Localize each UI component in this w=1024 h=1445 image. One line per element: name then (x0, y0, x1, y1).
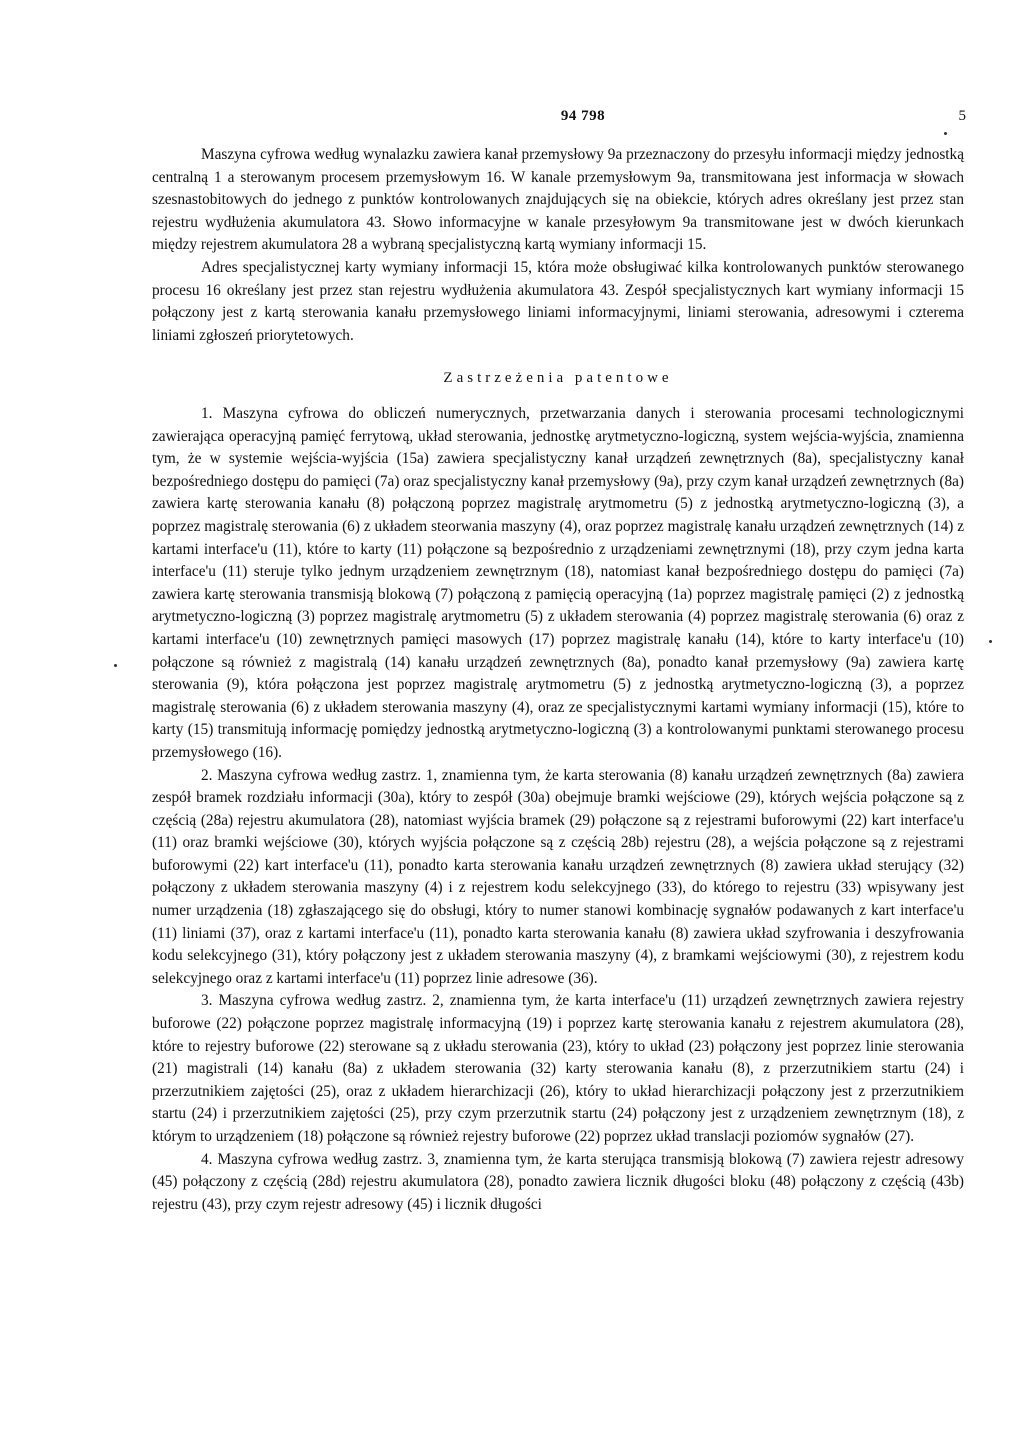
column-number: 5 (958, 108, 966, 124)
patent-number: 94 798 (560, 108, 606, 124)
claim-4: 4. Maszyna cyfrowa według zastrz. 3, znamienna tym, że karta sterująca transmisją blokową (7) zawiera rejestr adresowy (45) połączony z częścią (28d) rejestru akumulatora (28), ponadto zawiera licznik długości bloku (48) połączony z częścią (43b) rejestru (43), przy czym rejestr adresowy (45) i licznik długości (152, 1150, 964, 1213)
claim-3: 3. Maszyna cyfrowa według zastrz. 2, znamienna tym, że karta interface'u (11) urządzeń zewnętrznych zawiera rejestry buforowe (22) połączone poprzez magistralę informacyjną (19) i poprzez kartę sterowania kanału z rejestrem akumulatora (28), które to rejestry buforowe (22) sterowane są z układu sterowania (23), który to układ (23) połączony jest poprzez linie sterowania (21) magistrali (14) kanału (8a) z układem sterowania (32) karty sterowania kanału (8), z przerzutnikiem startu (24) i przerzutnikiem zajętości (25), oraz z układem hierarchizacji (26), który to układ hierarchizacji połączony jest z przerzutnikiem startu (24) i przerzutnikiem zajętości (25), przy czym przerzutnik startu (24) połączony jest z urządzeniem zewnętrznym (18), z którym to urządzeniem (18) połączone są również rejestry buforowe (22) poprzez układ translacji poziomów sygnałów (27). (152, 992, 964, 1145)
scan-speck (114, 664, 117, 667)
paragraph: Adres specjalistycznej karty wymiany informacji 15, która może obsługiwać kilka kontrolowanych punktów sterowanego procesu 16 określany jest przez stan rejestru wydłużenia akumulatora 43. Zespół specjalistycznych kart wymiany informacji 15 połączony jest z kartą sterowania kanału przemysłowego liniami informacyjnymi, liniami sterowania, adresowymi i czterema liniami zgłoszeń priorytetowych. (152, 258, 964, 344)
paragraph: Maszyna cyfrowa według wynalazku zawiera kanał przemysłowy 9a przeznaczony do przesyłu informacji między jednostką centralną 1 a sterowanym procesem przemysłowym 16. W kanale przemysłowym 9a, transmitowana jest informacja w słowach szesnastobitowych do jednego z punktów kontrolowanych znajdujących się na obiekcie, których adres określany jest przez stan rejestru wydłużenia akumulatora 43. Słowo informacyjne w kanale przesyłowym 9a transmitowane jest w dwóch kierunkach między rejestrem akumulatora 28 a wybraną specjalistyczną kartą wymiany informacji 15. (152, 146, 964, 254)
claims-text (152, 403, 964, 1216)
page-header (200, 108, 966, 132)
claims-heading: Zastrzeżenia patentowe (443, 370, 673, 386)
scan-speck (944, 132, 947, 135)
description-text (152, 144, 964, 347)
claim-1: 1. Maszyna cyfrowa do obliczeń numerycznych, przetwarzania danych i sterowania procesami technologicznymi zawierająca operacyjną pamięć ferrytową, układ sterowania, jednostkę arytmetyczno-logiczną, system wejścia-wyjścia, znamienna tym, że w systemie wejścia-wyjścia (15a) zawiera specjalistyczny kanał urządzeń zewnętrznych (8a), specjalistyczny kanał bezpośredniego dostępu do pamięci (7a) oraz specjalistyczny kanał przemysłowy (9a), przy czym kanał urządzeń zewnętrznych (8a) zawiera kartę sterowania kanału (8) połączoną poprzez magistralę arytmometru (5) z jednostką arytmetyczno-logiczną (3), a poprzez magistralę sterowania (6) z układem steorwania maszyny (4), oraz poprzez magistralę kanału urządzeń zewnętrznych (14) z kartami interface'u (11), które to karty (11) połączone są bezpośrednio z urządzeniami zewnętrznymi (18), przy czym jedna karta interface'u (11) steruje tylko jednym urządzeniem zewnętrznym (18), natomiast kanał bezpośredniego dostępu do pamięci (7a) zawiera kartę sterowania transmisją blokową (7) połączoną z pamięcią operacyjną (1a) poprzez magistralę pamięci (2) z jednostką arytmetyczno-logiczną (3) poprzez magistralę arytmometru (5) z układem sterowania (4) poprzez magistralę sterowania (6) oraz z kartami interface'u (10) zewnętrznych pamięci masowych (17) poprzez magistralę kanału (14), które to karty interface'u (10) połączone są również z magistralą (14) kanału urządzeń zewnętrznych (8a), ponadto kanał przemysłowy (9a) zawiera kartę sterowania (9), która połączona jest poprzez magistralę arytmometru (5) z jednostką arytmetyczno-logiczną (3), a poprzez magistralę sterowania (6) z układem sterowania maszyny (4), oraz ze specjalistycznymi kartami wymiany informacji (15), które to karty (15) transmitują informację pomiędzy jednostką arytmetyczno-logiczną (3) a kontrolowanymi punktami sterowanego procesu przemysłowego (16). (152, 405, 964, 761)
claim-2: 2. Maszyna cyfrowa według zastrz. 1, znamienna tym, że karta sterowania (8) kanału urządzeń zewnętrznych (8a) zawiera zespół bramek rozdziału informacji (30a), który to zespół (30a) obejmuje bramki wejściowe (29), których wejścia połączone są z częścią (28a) rejestru akumulatora (28), natomiast wyjścia bramek (29) połączone są z rejestrami buforowymi (22) kart interface'u (11) oraz bramki wejściowe (30), których wyjścia połączone są z częścią 28b) rejestru (28), a wejścia połączone są z rejestrami buforowymi (22) kart interface'u (11), ponadto karta sterowania kanału urządzeń zewnętrznych (8) zawiera układ sterujący (32) połączony z układem sterowania maszyny (4) i z rejestrem kodu selekcyjnego (33), do którego to rejestru (33) wpisywany jest numer urządzenia (18) zgłaszającego się do obsługi, który to numer stanowi kombinację sygnałów podawanych z kart interface'u (11) liniami (37), oraz z kartami interface'u (11), ponadto karta sterowania kanału (8) zawiera układ szyfrowania i deszyfrowania kodu selekcyjnego (31), który połączony jest z układem sterowania maszyny (4), z bramkami wejściowymi (30), z rejestrem kodu selekcyjnego oraz z kartami interface'u (11) poprzez linie adresowe (36). (152, 766, 964, 987)
scan-speck (989, 640, 992, 643)
